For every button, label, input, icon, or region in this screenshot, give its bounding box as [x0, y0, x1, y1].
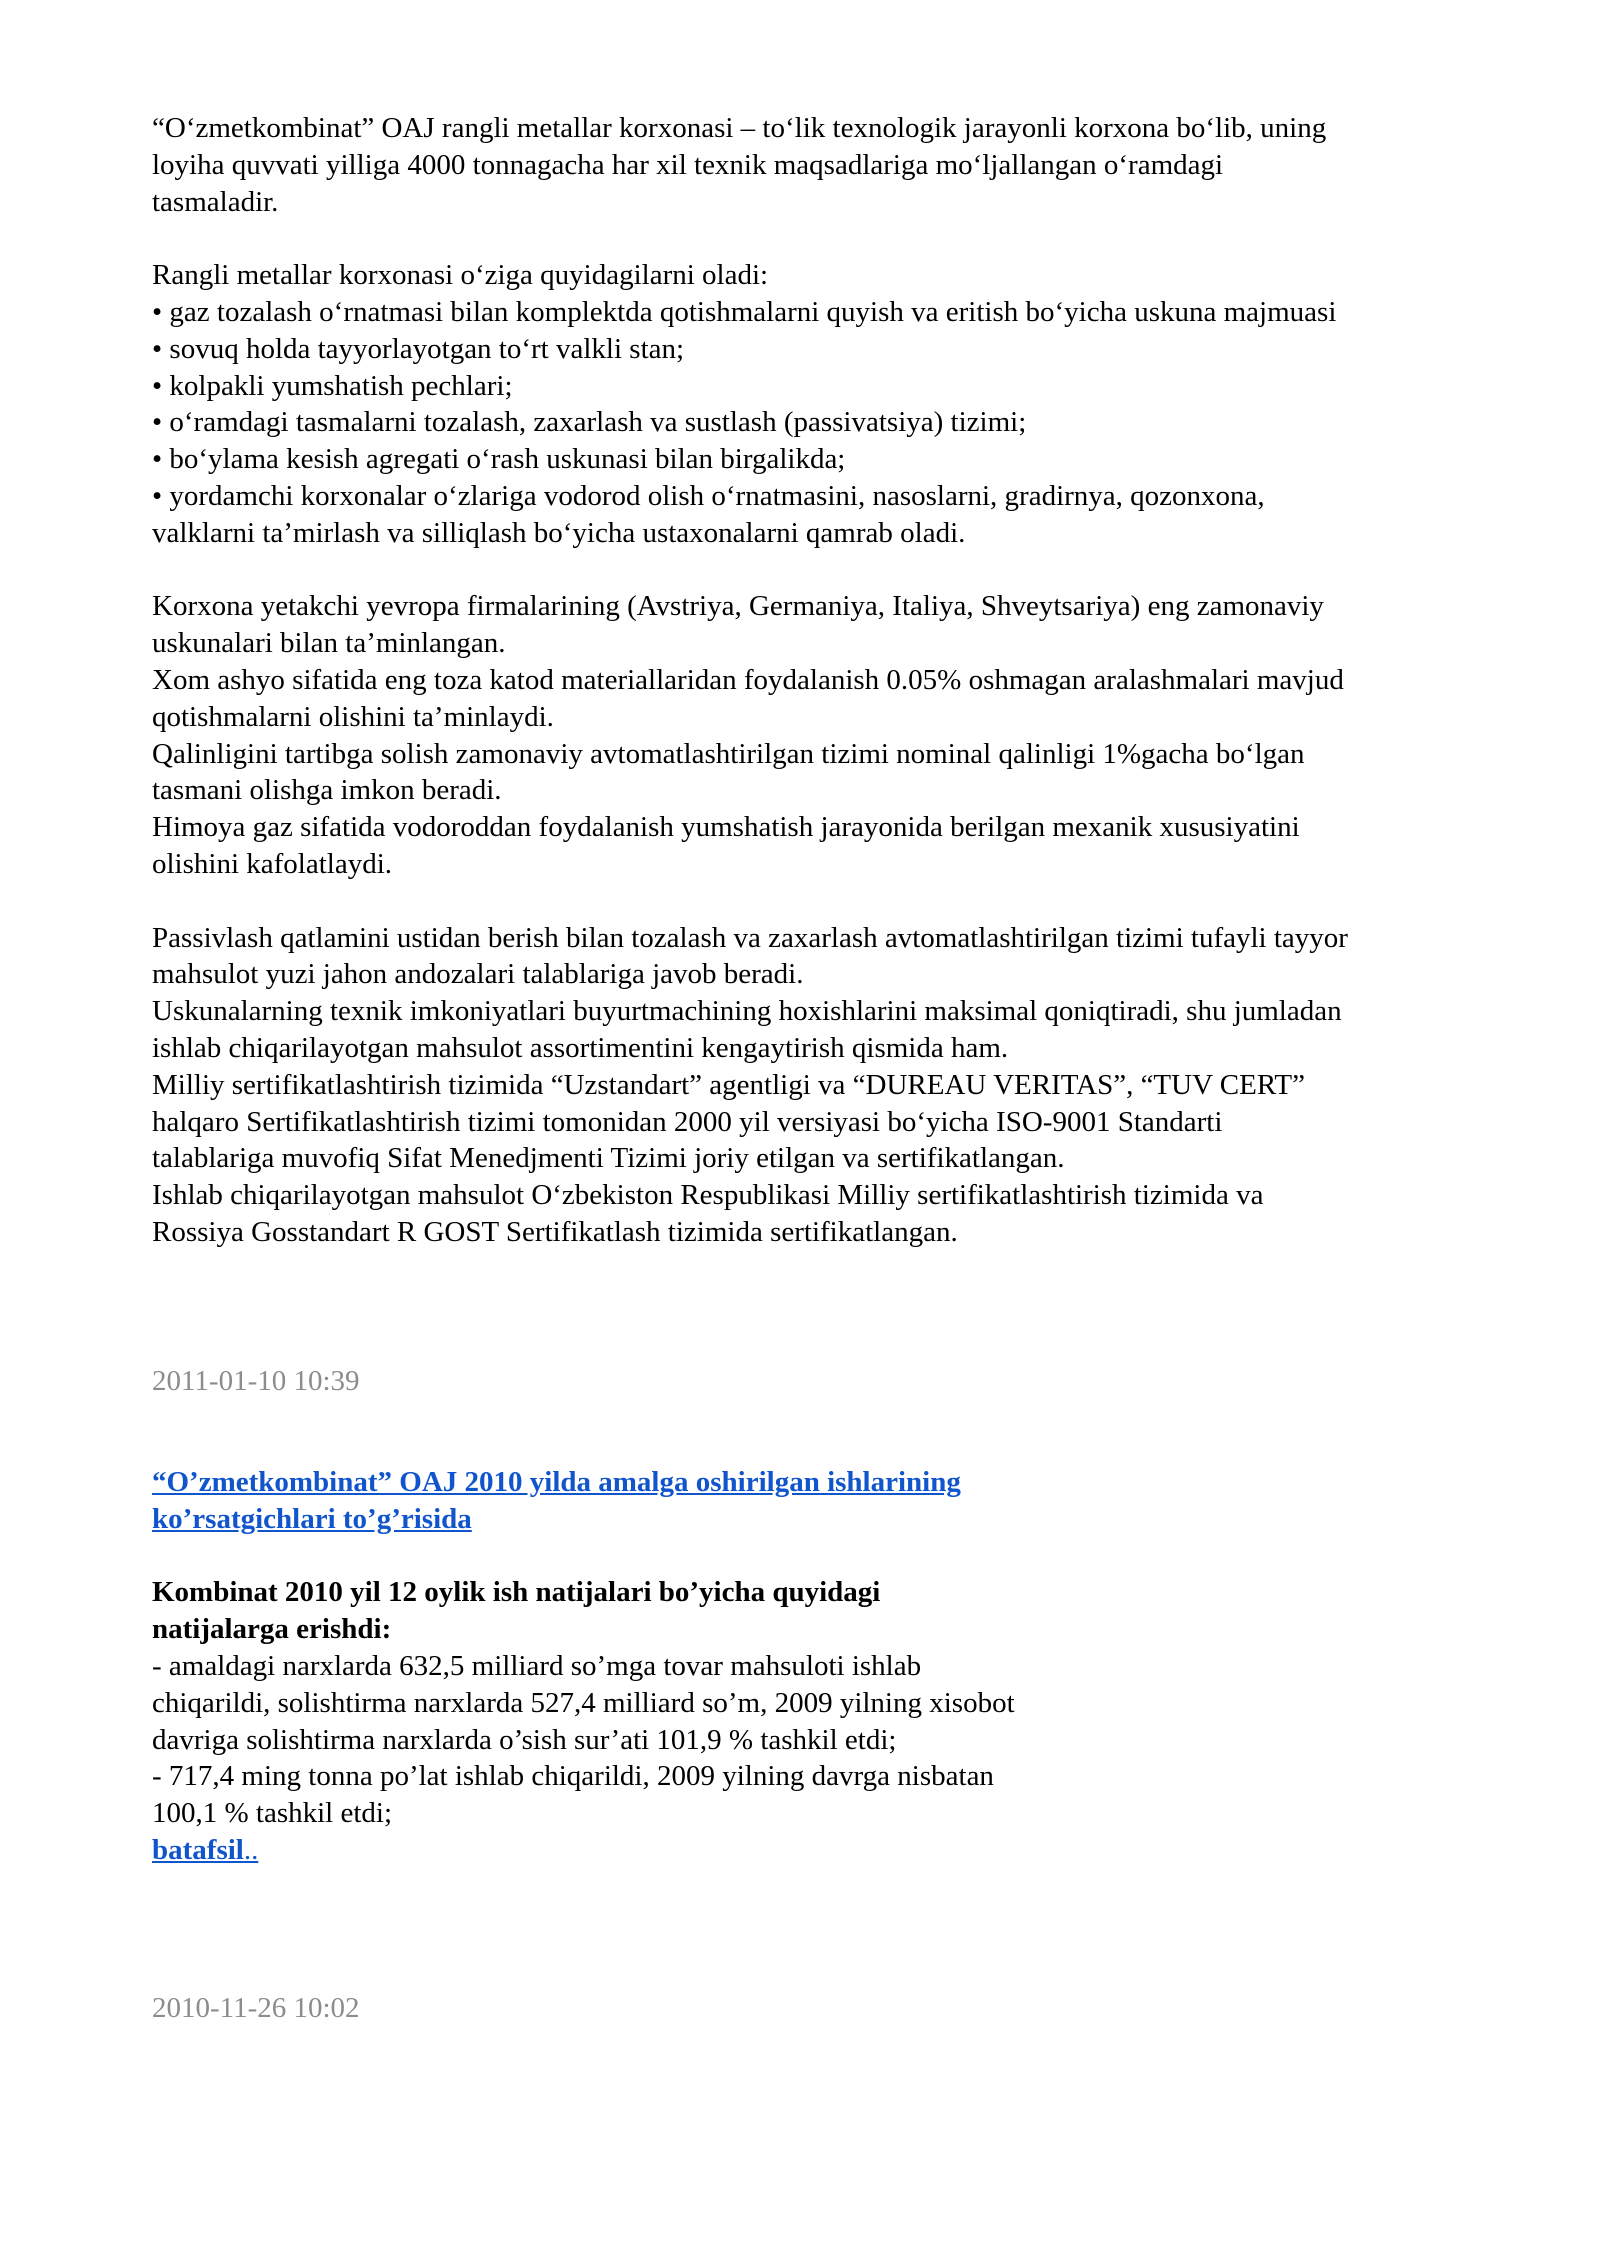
intro-line: “O‘zmetkombinat” OAJ rangli metallar korxonasi – to‘lik texnologik jarayonli korxona bo‘lib, uning — [152, 112, 1327, 144]
certification-line: mahsulot yuzi jahon andozalari talablariga javob beradi. — [152, 958, 804, 991]
news-summary-line: - amaldagi narxlarda 632,5 milliard so’mga tovar mahsuloti ishlab — [152, 1649, 922, 1682]
features-line: tasmani olishga imkon beradi. — [152, 774, 502, 807]
paragraph-gap — [152, 1538, 1252, 1575]
news-summary-line: davriga solishtirma narxlarda o’sish sur’ati 101,9 % tashkil etdi; — [152, 1723, 897, 1756]
intro-paragraph — [152, 110, 1482, 220]
equipment-list — [152, 257, 1482, 551]
equipment-item: • gaz tozalash o‘rnatmasi bilan komplektda qotishmalarni quyish va eritish bo‘yicha uskuna majmuasi — [152, 295, 1337, 328]
equipment-item: • yordamchi korxonalar o‘zlariga vodorod olish o‘rnatmasini, nasoslarni, gradirnya, qozonxona, — [152, 479, 1265, 512]
certification-line: Ishlab chiqarilayotgan mahsulot O‘zbekiston Respublikasi Milliy sertifikatlashtirish tizimida va — [152, 1179, 1264, 1212]
features-line: uskunalari bilan ta’minlangan. — [152, 627, 506, 660]
certification-paragraph — [152, 920, 1482, 1251]
read-more-label[interactable]: batafsil — [152, 1833, 244, 1866]
equipment-heading: Rangli metallar korxonasi o‘ziga quyidagilarni oladi: — [152, 259, 769, 292]
features-line: qotishmalarni olishini ta’minlaydi. — [152, 700, 554, 733]
news-timestamp: 2011-01-10 10:39 — [152, 1365, 360, 1397]
read-more — [152, 1832, 1252, 1869]
news-summary-line: 100,1 % tashkil etdi; — [152, 1797, 393, 1830]
certification-line: ishlab chiqarilayotgan mahsulot assortimentini kengaytirish qismida ham. — [152, 1031, 1009, 1064]
certification-line: Passivlash qatlamini ustidan berish bilan tozalash va zaxarlash avtomatlashtirilgan tizimi tufayli tayyor — [152, 921, 1348, 954]
equipment-item: valklarni ta’mirlash va silliqlash bo‘yicha ustaxonalarni qamrab oladi. — [152, 516, 966, 549]
features-line: olishini kafolatlaydi. — [152, 847, 393, 880]
certification-line: Milliy sertifikatlashtirish tizimida “Uzstandart” agentligi va “DUREAU VERITAS”, “TUV CERT” — [152, 1068, 1306, 1101]
news-lead — [152, 1574, 1252, 1648]
certification-line: Uskunalarning texnik imkoniyatlari buyurtmachining hoxishlarini maksimal qoniqtiradi, shu jumladan — [152, 995, 1342, 1028]
read-more-link[interactable] — [152, 1834, 258, 1866]
equipment-item: • kolpakli yumshatish pechlari; — [152, 369, 513, 402]
certification-line: halqaro Sertifikatlashtirish tizimi tomonidan 2000 yil versiyasi bo‘yicha ISO-9001 Standarti — [152, 1105, 1223, 1138]
features-line: Korxona yetakchi yevropa firmalarining (Avstriya, Germaniya, Italiya, Shveytsariya) eng zamonaviy — [152, 590, 1324, 623]
news-title-link[interactable] — [152, 1464, 1252, 1538]
news-item — [152, 1464, 1252, 1869]
news-timestamp: 2010-11-26 10:02 — [152, 1992, 360, 2024]
news-title-line[interactable]: “O’zmetkombinat” OAJ 2010 yilda amalga oshirilgan ishlarining — [152, 1466, 961, 1498]
equipment-item: • bo‘ylama kesish agregati o‘rash uskunasi bilan birgalikda; — [152, 443, 846, 476]
paragraph-gap — [152, 552, 1482, 589]
features-line: Himoya gaz sifatida vodoroddan foydalanish yumshatish jarayonida berilgan mexanik xususiyatini — [152, 811, 1300, 844]
paragraph-gap — [152, 883, 1482, 920]
features-line: Qalinligini tartibga solish zamonaviy avtomatlashtirilgan tizimi nominal qalinligi 1%gacha bo‘lgan — [152, 737, 1305, 770]
intro-line: loyiha quvvati yilliga 4000 tonnagacha har xil texnik maqsadlariga mo‘ljallangan o‘ramdagi — [152, 148, 1224, 181]
equipment-item: • o‘ramdagi tasmalarni tozalash, zaxarlash va sustlash (passivatsiya) tizimi; — [152, 406, 1027, 439]
news-summary-line: chiqarildi, solishtirma narxlarda 527,4 milliard so’m, 2009 yilning xisobot — [152, 1686, 1015, 1719]
features-paragraph — [152, 588, 1482, 882]
news-lead-line: natijalarga erishdi: — [152, 1613, 392, 1646]
read-more-suffix[interactable]: .. — [243, 1833, 259, 1866]
news-summary — [152, 1648, 1252, 1832]
certification-line: talablariga muvofiq Sifat Menedjmenti Tizimi joriy etilgan va sertifikatlangan. — [152, 1142, 1065, 1175]
equipment-item: • sovuq holda tayyorlayotgan to‘rt valkli stan; — [152, 332, 685, 365]
intro-line: tasmaladir. — [152, 185, 279, 218]
features-line: Xom ashyo sifatida eng toza katod materiallaridan foydalanish 0.05% oshmagan aralashmalari mavjud — [152, 663, 1344, 696]
news-title-line[interactable]: ko’rsatgichlari to’g’risida — [152, 1502, 472, 1535]
article-body — [152, 110, 1482, 1251]
news-lead-line: Kombinat 2010 yil 12 oylik ish natijalari bo’yicha quyidagi — [152, 1576, 881, 1609]
paragraph-gap — [152, 220, 1482, 257]
certification-line: Rossiya Gosstandart R GOST Sertifikatlash tizimida sertifikatlangan. — [152, 1215, 958, 1248]
news-summary-line: - 717,4 ming tonna po’lat ishlab chiqarildi, 2009 yilning davrga nisbatan — [152, 1760, 994, 1793]
